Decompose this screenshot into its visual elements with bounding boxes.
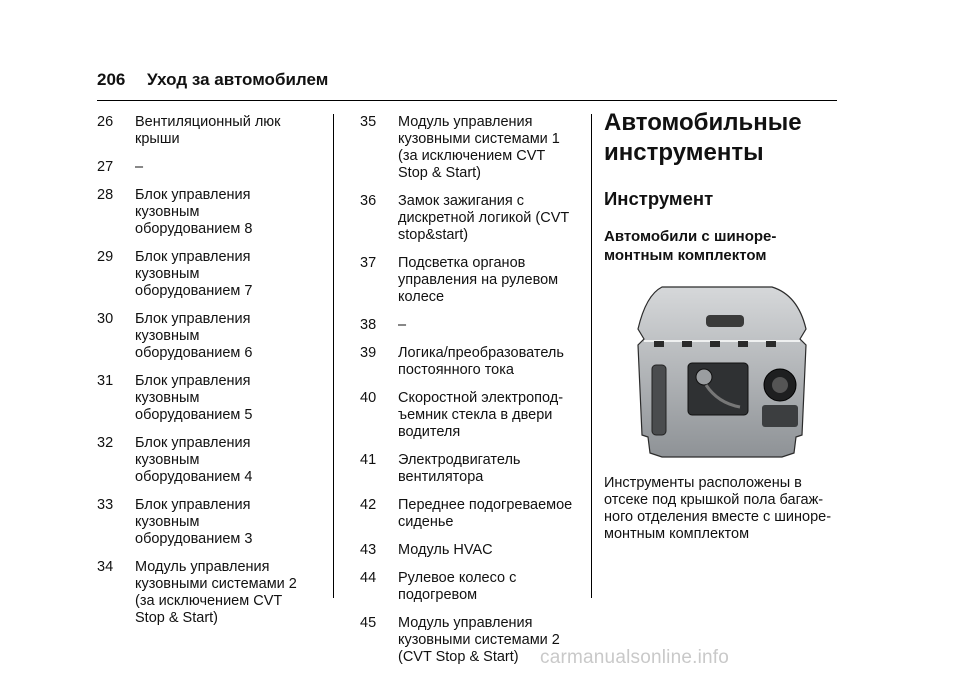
item-text: Блок управления кузовным оборудованием 7: [135, 249, 253, 299]
item-number: 40: [360, 390, 377, 406]
tray-notch: [738, 341, 748, 347]
item-text: Блок управления кузовным оборудованием 3: [135, 497, 253, 547]
item-text: Скоростной электропод- ъемник стекла в двери водителя: [398, 390, 564, 440]
item-text: Электродвигатель вентилятора: [398, 452, 521, 485]
item-number: 38: [360, 317, 377, 333]
list-item: [360, 317, 585, 334]
list-item: [97, 187, 322, 238]
item-text: –: [135, 159, 144, 175]
item-text: Модуль HVAC: [398, 542, 493, 558]
item-number: 28: [97, 187, 114, 203]
tool-kit-illustration: [622, 285, 822, 465]
item-text: Переднее подогреваемое сиденье: [398, 497, 573, 530]
figure-caption: Инструменты расположены в отсеке под крышкой пола багаж- ного отделения вместе с шиноре- монтным комплектом: [604, 475, 832, 542]
item-number: 44: [360, 570, 377, 586]
item-number: 36: [360, 193, 377, 209]
item-number: 30: [97, 311, 114, 327]
item-text: Замок зажигания с дискретной логикой (CVT stop&start): [398, 193, 570, 243]
subsection-title: Инструмент: [604, 188, 714, 209]
page-number: 206: [97, 70, 126, 89]
list-item: [97, 114, 322, 148]
page-header: [97, 70, 837, 101]
item-text: Вентиляционный люк крыши: [135, 114, 281, 147]
subsubsection-title: Автомобили с шиноре- монтным комплектом: [604, 228, 777, 264]
item-number: 34: [97, 559, 114, 575]
list-item: [97, 311, 322, 362]
tray-handle-slot: [706, 315, 744, 327]
fuse-list-middle: [360, 114, 585, 677]
page-heading: Уход за автомобилем: [147, 70, 329, 89]
item-number: 31: [97, 373, 114, 389]
compressor-gauge: [696, 369, 712, 385]
list-item: [360, 570, 585, 604]
watermark: carmanualsonline.info: [540, 647, 730, 668]
list-item: [97, 249, 322, 300]
list-item: [360, 193, 585, 244]
list-item: [360, 452, 585, 486]
column-divider: [333, 114, 334, 598]
item-number: 43: [360, 542, 377, 558]
tray-notch: [766, 341, 776, 347]
tray-notch: [710, 341, 720, 347]
item-number: 35: [360, 114, 377, 130]
item-text: Блок управления кузовным оборудованием 4: [135, 435, 253, 485]
list-item: [360, 497, 585, 531]
list-item: [97, 435, 322, 486]
item-text: Блок управления кузовным оборудованием 6: [135, 311, 253, 361]
item-text: Логика/преобразователь постоянного тока: [398, 345, 564, 378]
item-number: 33: [97, 497, 114, 513]
tool-kit-drawing: [622, 285, 822, 465]
item-number: 26: [97, 114, 114, 130]
item-number: 27: [97, 159, 114, 175]
tray-notch: [682, 341, 692, 347]
list-item: [360, 345, 585, 379]
fuse-list-left: [97, 114, 322, 638]
list-item: [360, 114, 585, 182]
list-item: [360, 542, 585, 559]
sealant-cap: [772, 377, 788, 393]
item-number: 42: [360, 497, 377, 513]
item-number: 39: [360, 345, 377, 361]
item-text: Модуль управления кузовными системами 1 (за исключением CVT Stop & Start): [398, 114, 560, 181]
item-text: Блок управления кузовным оборудованием 5: [135, 373, 253, 423]
item-text: –: [398, 317, 407, 333]
section-title: Автомобильные инструменты: [604, 109, 802, 166]
list-item: [97, 373, 322, 424]
list-item: [97, 559, 322, 627]
list-item: [360, 390, 585, 441]
sealant-holder: [762, 405, 798, 427]
item-text: Блок управления кузовным оборудованием 8: [135, 187, 253, 237]
item-text: Рулевое колесо с подогревом: [398, 570, 517, 603]
item-text: Подсветка органов управления на рулевом колесе: [398, 255, 559, 305]
item-number: 29: [97, 249, 114, 265]
tools-section: [604, 108, 840, 543]
list-item: [97, 159, 322, 176]
item-text: Модуль управления кузовными системами 2 (CVT Stop & Start): [398, 615, 560, 665]
tray-notch: [654, 341, 664, 347]
column-divider: [591, 114, 592, 598]
item-number: 45: [360, 615, 377, 631]
item-number: 41: [360, 452, 377, 468]
item-number: 32: [97, 435, 114, 451]
tow-hook: [652, 365, 666, 435]
item-text: Модуль управления кузовными системами 2 (за исключением CVT Stop & Start): [135, 559, 297, 626]
list-item: [97, 497, 322, 548]
item-number: 37: [360, 255, 377, 271]
list-item: [360, 255, 585, 306]
